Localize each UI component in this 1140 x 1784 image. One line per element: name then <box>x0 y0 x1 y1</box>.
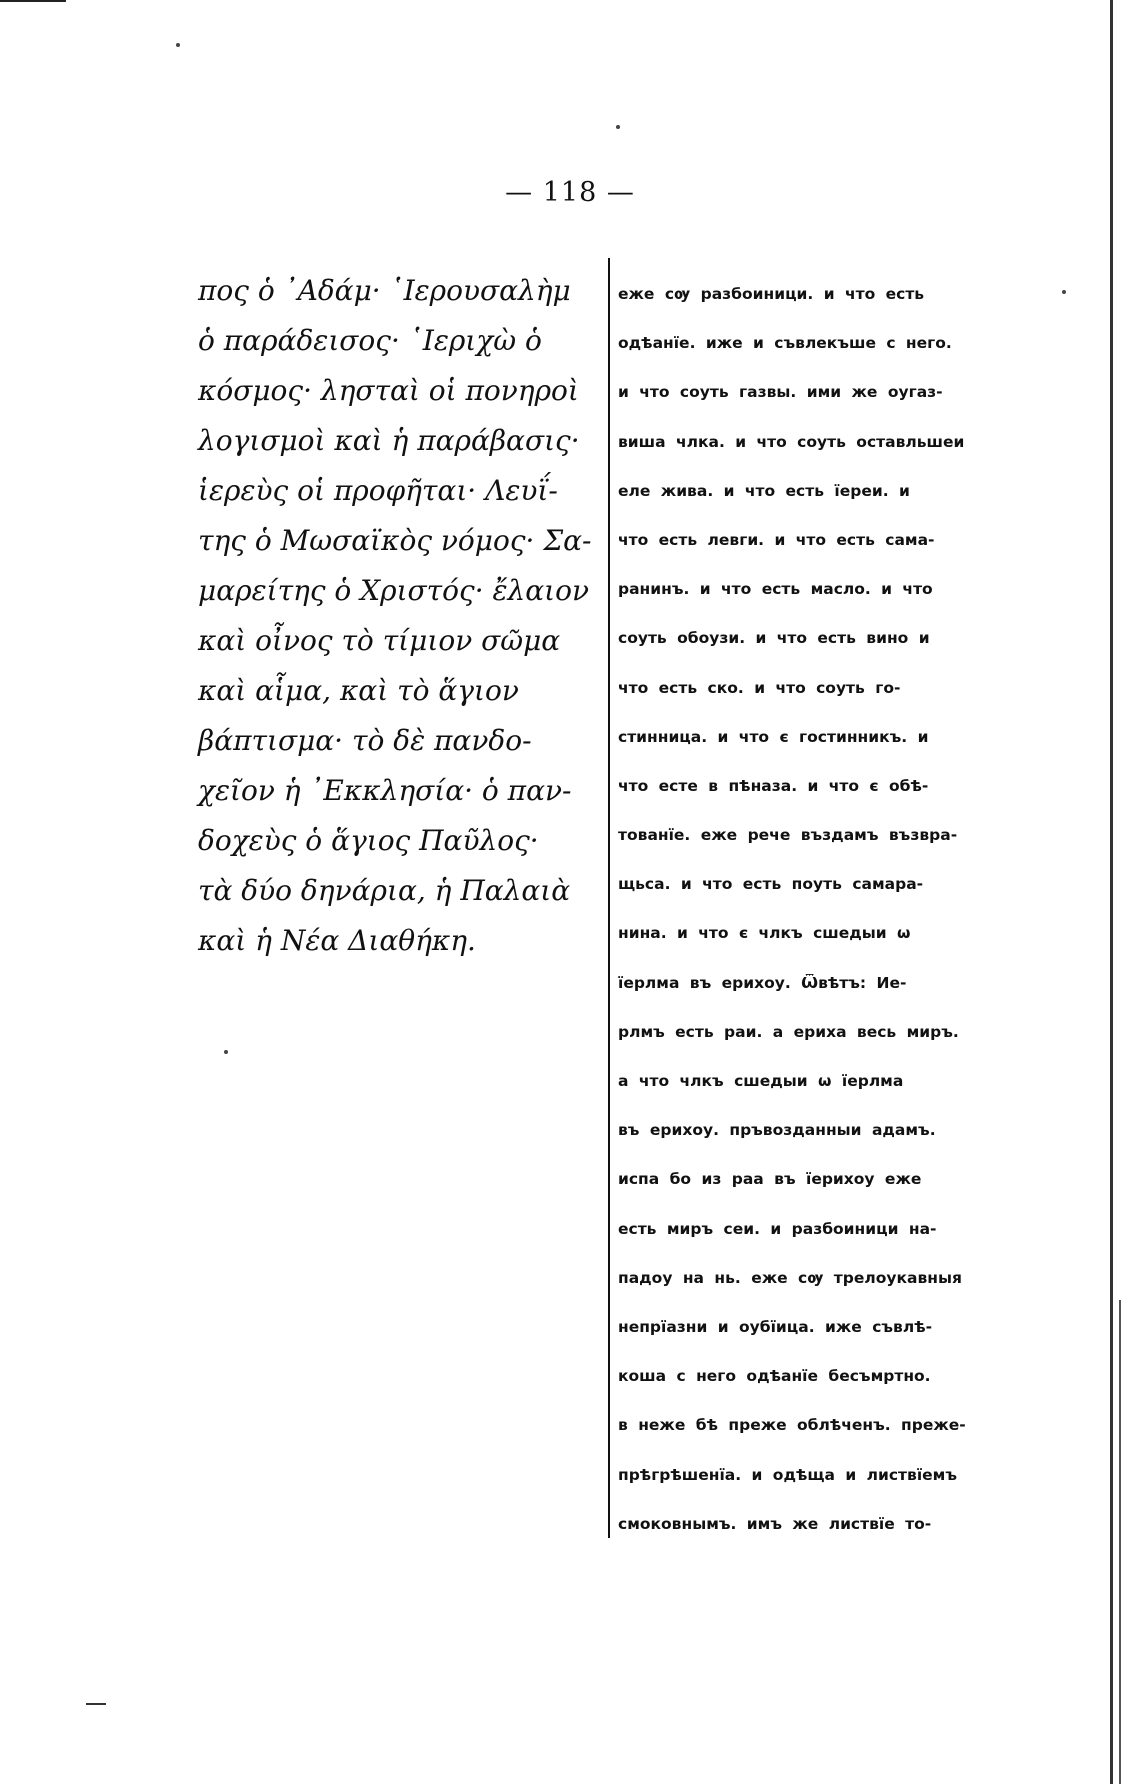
slavonic-line: прѣгрѣшенїа. и одѣща и листвїемъ <box>618 1465 957 1484</box>
greek-line: καὶ ἡ Νέα Διαθήκη. <box>198 924 476 957</box>
greek-line: πος ὁ ᾿Αδάμ· ῾Ιερουσαλὴμ <box>198 274 571 307</box>
slavonic-line: одѣанїе. иже и съвлекъше с него. <box>618 334 952 353</box>
slavonic-line: въ ерихоу. пръвозданныи адамъ. <box>618 1121 936 1140</box>
slavonic-line: испа бо из раа въ їерихоу еже <box>618 1170 922 1189</box>
greek-line: καὶ αἷμα, καὶ τὸ ἅγιον <box>198 674 519 707</box>
greek-line: της ὁ Μωσαϊκὸς νόμος· Σα- <box>198 524 592 557</box>
slavonic-line: еле жива. и что есть їереи. и <box>618 481 910 500</box>
slavonic-line: падоу на нь. еже сѹ трелоукавныя <box>618 1268 962 1287</box>
slavonic-line: тованїе. еже рече въздамъ възвра- <box>618 826 958 845</box>
page-right-edge-inner <box>1119 1300 1121 1784</box>
slavonic-line: что есть ско. и что соуть го- <box>618 678 901 697</box>
slavonic-line: виша члка. и что соуть оставльшеи <box>618 432 965 451</box>
slavonic-line: а что члкъ сшедыи ѡ їерлма <box>618 1072 904 1090</box>
scan-edge-mark-top <box>0 0 66 2</box>
slavonic-line: коша с него одѣанїе бесъмртно. <box>618 1367 931 1386</box>
greek-line: ὁ παράδεισος· ῾Ιεριχὼ ὁ <box>198 324 542 357</box>
slavonic-line: їерлма въ ерихоу. Ѿвѣтъ: Ие- <box>618 973 907 992</box>
greek-line: χεῖον ἡ ᾿Εκκλησία· ὁ παν- <box>198 774 572 807</box>
speck <box>176 43 180 47</box>
slavonic-line: непрїазни и оубїица. иже съвлѣ- <box>618 1317 933 1336</box>
greek-line: μαρείτης ὁ Χριστός· ἔλαιον <box>198 574 590 607</box>
greek-line: κόσμος· λησταὶ οἱ πονηροὶ <box>198 374 579 407</box>
speck <box>616 125 620 129</box>
greek-line: βάπτισμα· τὸ δὲ πανδο- <box>198 724 532 757</box>
slavonic-line: в неже бѣ преже облѣченъ. преже- <box>618 1416 966 1435</box>
slavonic-line: есть миръ сеи. и разбоиници на- <box>618 1219 937 1238</box>
slavonic-line: что есть левги. и что есть сама- <box>618 530 935 549</box>
column-divider <box>608 258 610 1538</box>
greek-line: καὶ οἶνος τὸ τίμιον σῶμα <box>198 624 561 657</box>
greek-line: δοχεὺς ὁ ἅγιος Παῦλος· <box>198 824 539 857</box>
page-right-edge <box>1110 0 1113 1784</box>
speck <box>224 1050 228 1054</box>
slavonic-line: рлмъ есть раи. а ериха весь миръ. <box>618 1022 959 1041</box>
greek-line: τὰ δύο δηνάρια, ἡ Παλαιὰ <box>198 874 571 907</box>
slavonic-line: соуть обоузи. и что есть вино и <box>618 629 930 648</box>
page-number: — 118 — <box>505 177 635 208</box>
speck <box>1062 290 1066 294</box>
slavonic-text-column <box>618 270 1028 1549</box>
slavonic-line: что есте в пѣназа. и что є обѣ- <box>618 776 929 795</box>
greek-text-column <box>198 266 598 966</box>
greek-line: λογισμοὶ καὶ ἡ παράβασις· <box>198 424 580 457</box>
slavonic-line: щьса. и что есть поуть самара- <box>618 875 924 894</box>
scan-edge-mark-bottom <box>86 1703 106 1705</box>
slavonic-line: ранинъ. и что есть масло. и что <box>618 580 933 599</box>
slavonic-line: нина. и что є члкъ сшедыи ѡ <box>618 924 911 943</box>
slavonic-line: и что соуть газвы. ими же оугаз- <box>618 383 943 402</box>
greek-line: ἱερεὺς οἱ προφῆται· Λευΐ- <box>198 474 558 507</box>
slavonic-line: стинница. и что є гостинникъ. и <box>618 727 929 746</box>
slavonic-line: смоковнымъ. имъ же листвїе то- <box>618 1514 932 1533</box>
slavonic-line: еже сѹ разбоиници. и что есть <box>618 285 925 303</box>
